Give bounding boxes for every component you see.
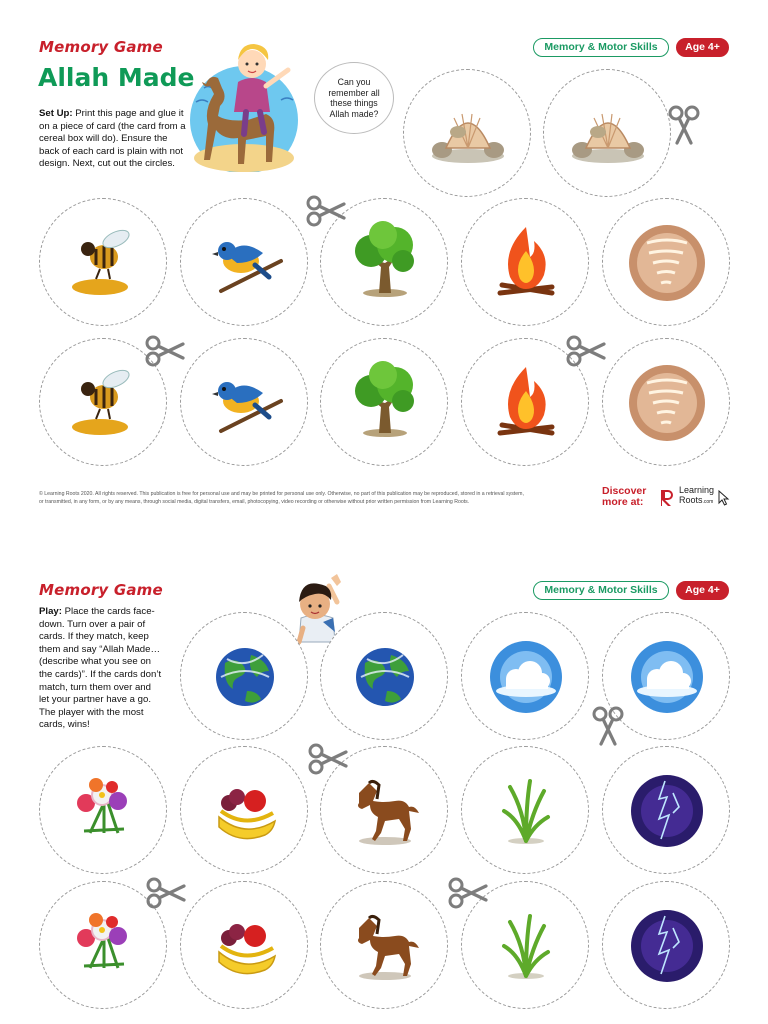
- memory-card-cloud[interactable]: [461, 612, 589, 740]
- copyright-notice: [39, 490, 579, 506]
- scissors-icon: [667, 105, 701, 145]
- memory-card-fruit[interactable]: [180, 746, 308, 874]
- scissors-icon: [146, 876, 186, 910]
- memory-card-tree[interactable]: [320, 338, 448, 466]
- worksheet-page-2: [0, 545, 768, 1024]
- setup-text: Print this page and glue it on a piece of card (the card from a cereal box will do). Ensure the back of each card is plain with not design. Next, cut out the circles.: [39, 108, 186, 170]
- scissors-icon: [566, 334, 606, 368]
- play-instructions: [39, 606, 163, 732]
- memory-card-shells[interactable]: [543, 69, 671, 197]
- scissors-icon: [145, 334, 185, 368]
- scissors-icon: [308, 742, 348, 776]
- speech-bubble: Can you remember all these things Allah made?: [314, 62, 394, 134]
- memory-card-earth[interactable]: [180, 612, 308, 740]
- play-label: Play:: [39, 606, 62, 617]
- setup-label: Set Up:: [39, 108, 73, 119]
- camel-girl-illustration: [186, 42, 304, 172]
- memory-card-flowers[interactable]: [39, 746, 167, 874]
- memory-card-lightning[interactable]: [602, 746, 730, 874]
- discover-line-1: Discover: [602, 485, 647, 497]
- logo-line-2: Roots: [679, 494, 703, 505]
- memory-card-horse[interactable]: [320, 881, 448, 1009]
- play-text: Place the cards face-down. Turn over a pair of cards. If they match, keep them and say “Allah Made… (describe what you see on the cards)”. If the cards don’t match, turn them over and let your partner have a go. The player with the most cards, wins!: [39, 606, 162, 731]
- brand-title: Memory Game: [39, 581, 163, 599]
- scissors-icon: [448, 876, 488, 910]
- memory-card-tornado[interactable]: [602, 338, 730, 466]
- memory-card-lightning[interactable]: [602, 881, 730, 1009]
- memory-card-fire[interactable]: [461, 198, 589, 326]
- age-badge: Age 4+: [676, 38, 729, 57]
- scissors-icon: [591, 706, 625, 746]
- discover-more-text: [602, 486, 646, 508]
- discover-line-2: more at:: [602, 496, 644, 508]
- memory-card-tornado[interactable]: [602, 198, 730, 326]
- memory-card-earth[interactable]: [320, 612, 448, 740]
- memory-card-bird[interactable]: [180, 338, 308, 466]
- brand-title: Memory Game: [39, 38, 163, 56]
- skills-badge: Memory & Motor Skills: [533, 38, 669, 57]
- age-badge: Age 4+: [676, 581, 729, 600]
- page-title: Allah Made: [38, 63, 195, 92]
- memory-card-grass[interactable]: [461, 746, 589, 874]
- memory-card-shells[interactable]: [403, 69, 531, 197]
- cursor-icon: [718, 490, 730, 506]
- setup-instructions: [39, 108, 187, 171]
- memory-card-bee[interactable]: [39, 198, 167, 326]
- logo-line-1: Learning: [679, 485, 715, 495]
- skills-badge: Memory & Motor Skills: [533, 581, 669, 600]
- copyright-line-1: © Learning Roots 2020. All rights reserved. This publication is free for personal use and may be printed for personal use only. Otherwise, no part of this publication may be reproduced, stored in a retrieval system,: [39, 491, 524, 497]
- copyright-line-2: or transmitted, in any form, or by any means, through social media, digital transfers, email, photocopying, video recording or otherwise without prior written permission from Learning Roots.: [39, 499, 470, 505]
- memory-card-bird[interactable]: [180, 198, 308, 326]
- learning-roots-wordmark[interactable]: [679, 486, 714, 507]
- logo-suffix: .com: [702, 498, 714, 505]
- learning-roots-logo[interactable]: [658, 486, 678, 508]
- memory-card-fruit[interactable]: [180, 881, 308, 1009]
- scissors-icon: [306, 194, 346, 228]
